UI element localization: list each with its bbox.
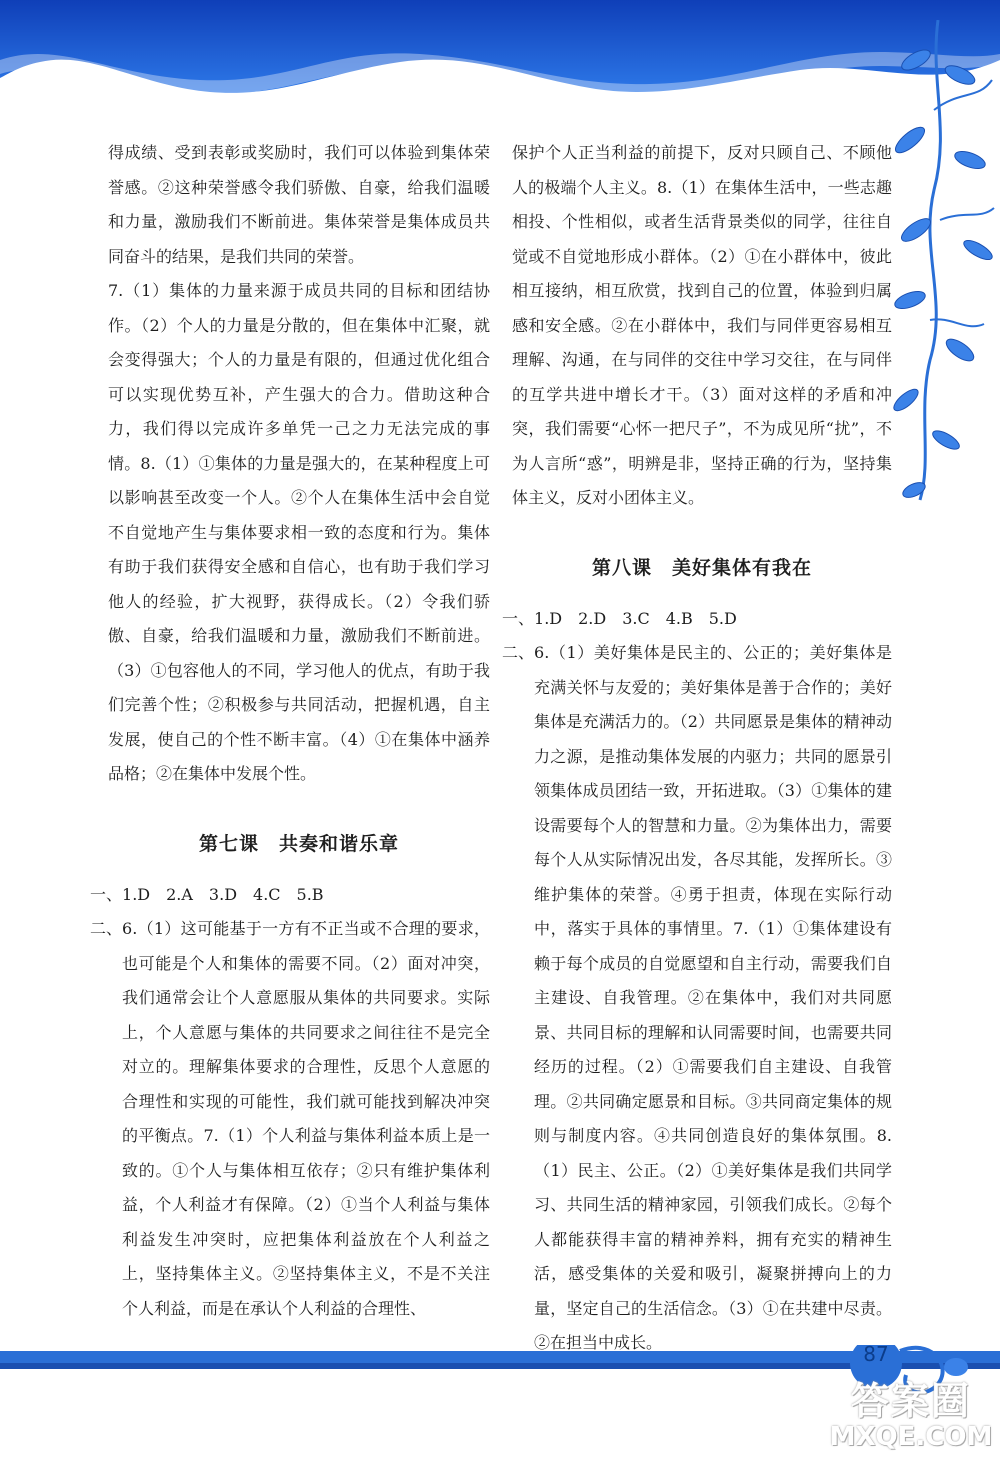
part-text: 1.D 2.A 3.D 4.C 5.B: [122, 884, 324, 904]
left-para-2: 7.（1）集体的力量来源于成员共同的目标和团结协作。（2）个人的力量是分散的，但在集体中汇聚，就会变得强大；个人的力量是有限的，但通过优化组合可以实现优势互补，产生强大的合力。借助这种合力，我们得以完成许多单凭一己之力无法完成的事情。8.（1）①集体的力量是强大的，在某种程度上可以影响甚至改变一个人。②个人在集体生活中会自觉不自觉地产生与集体要求相一致的态度和行为。集体有助于我们获得安全感和自信心，也有助于我们学习他人的经验，扩大视野，获得成长。（2）令我们骄傲、自豪，给我们温暖和力量，激励我们不断前进。（3）①包容他人的不同，学习他人的优点，有助于我们完善个性；②积极参与共同活动，把握机遇，自主发展，使自己的个性不断丰富。（4）①在集体中涵养品格；②在集体中发展个性。: [108, 281, 490, 783]
watermark-logo-text: 答案圈: [850, 1379, 971, 1423]
site-watermark: [826, 1370, 996, 1460]
part-text: 6.（1）这可能基于一方有不正当或不合理的要求，也可能是个人和集体的需要不同。（2）面对冲突，我们通常会让个人意愿服从集体的共同要求。实际上，个人意愿与集体的共同要求之间往往不是完全对立的。理解集体要求的合理性，反思个人意愿的合理性和实现的可能性，我们就可能找到解决冲突的平衡点。7.（1）个人利益与集体利益本质上是一致的。①个人与集体相互依存；②只有维护集体利益，个人利益才有保障。（2）①当个人利益与集体利益发生冲突时，应把集体利益放在个人利益之上，坚持集体主义。②坚持集体主义，不是不关注个人利益，而是在承认个人利益的合理性、: [122, 919, 490, 1318]
part-number: 一、: [502, 608, 535, 628]
watermark-domain: MXQE.COM: [829, 1422, 993, 1452]
right-column: [502, 136, 892, 1361]
part-text: 1.D 2.D 3.C 4.B 5.D: [534, 608, 737, 628]
lesson-7-title: 第七课 共奏和谐乐章: [198, 832, 399, 855]
part-text: 6.（1）美好集体是民主的、公正的；美好集体是充满关怀与友爱的；美好集体是善于合作的；美好集体是充满活力的。（2）共同愿景是集体的精神动力之源，是推动集体发展的内驱力；共同的愿景引领集体成员团结一致，开拓进取。（3）①集体的建设需要每个人的智慧和力量。②为集体出力，需要每个人从实际情况出发，各尽其能，发挥所长。③维护集体的荣誉。④勇于担责，体现在实际行动中，落实于具体的事情里。7.（1）①集体建设有赖于每个成员的自觉愿望和自主行动，需要我们自主建设、自我管理。②在集体中，我们对共同愿景、共同目标的理解和认同需要时间，也需要共同经历的过程。（2）①需要我们自主建设、自我管理。②共同确定愿景和目标。③共同商定集体的规则与制度内容。④共同创造良好的集体氛围。8.（1）民主、公正。（2）①美好集体是我们共同学习、共同生活的精神家园，引领我们成长。②每个人都能获得丰富的精神养料，拥有充实的精神生活，感受集体的关爱和吸引，凝聚拼搏向上的力量，坚定自己的生活信念。（3）①在共建中尽责。②在担当中成长。: [534, 643, 892, 1352]
part-number: 一、: [90, 884, 123, 904]
part-number: 二、: [90, 919, 123, 938]
lesson-8-part-1: [502, 602, 892, 637]
top-wave-banner: [0, 0, 1000, 140]
page-number: 87: [863, 1342, 889, 1366]
left-column: [90, 136, 490, 1326]
part-number: 二、: [502, 643, 535, 662]
lesson-7-part-2: [90, 912, 490, 1326]
lesson-8-title: 第八课 美好集体有我在: [591, 556, 812, 579]
right-para-1: 保护个人正当利益的前提下，反对只顾自己、不顾他人的极端个人主义。8.（1）在集体生活中，一些志趣相投、个性相似，或者生活背景类似的同学，往往自觉或不自觉地形成小群体。（2）①在小群体中，彼此相互接纳，相互欣赏，找到自己的位置，体验到归属感和安全感。②在小群体中，我们与同伴更容易相互理解、沟通，在与同伴的交往中学习交往，在与同伴的互学共进中增长才干。（3）面对这样的矛盾和冲突，我们需要“心怀一把尺子”，不为成见所“扰”，不为人言所“惑”，明辨是非，坚持正确的行为，坚持集体主义，反对小团体主义。: [512, 143, 892, 507]
lesson-7-part-1: [90, 878, 490, 913]
lesson-8-part-2: [502, 636, 892, 1361]
left-para-1: 得成绩、受到表彰或奖励时，我们可以体验到集体荣誉感。②这种荣誉感令我们骄傲、自豪，给我们温暖和力量，激励我们不断前进。集体荣誉是集体成员共同奋斗的结果，是我们共同的荣誉。: [108, 143, 490, 266]
